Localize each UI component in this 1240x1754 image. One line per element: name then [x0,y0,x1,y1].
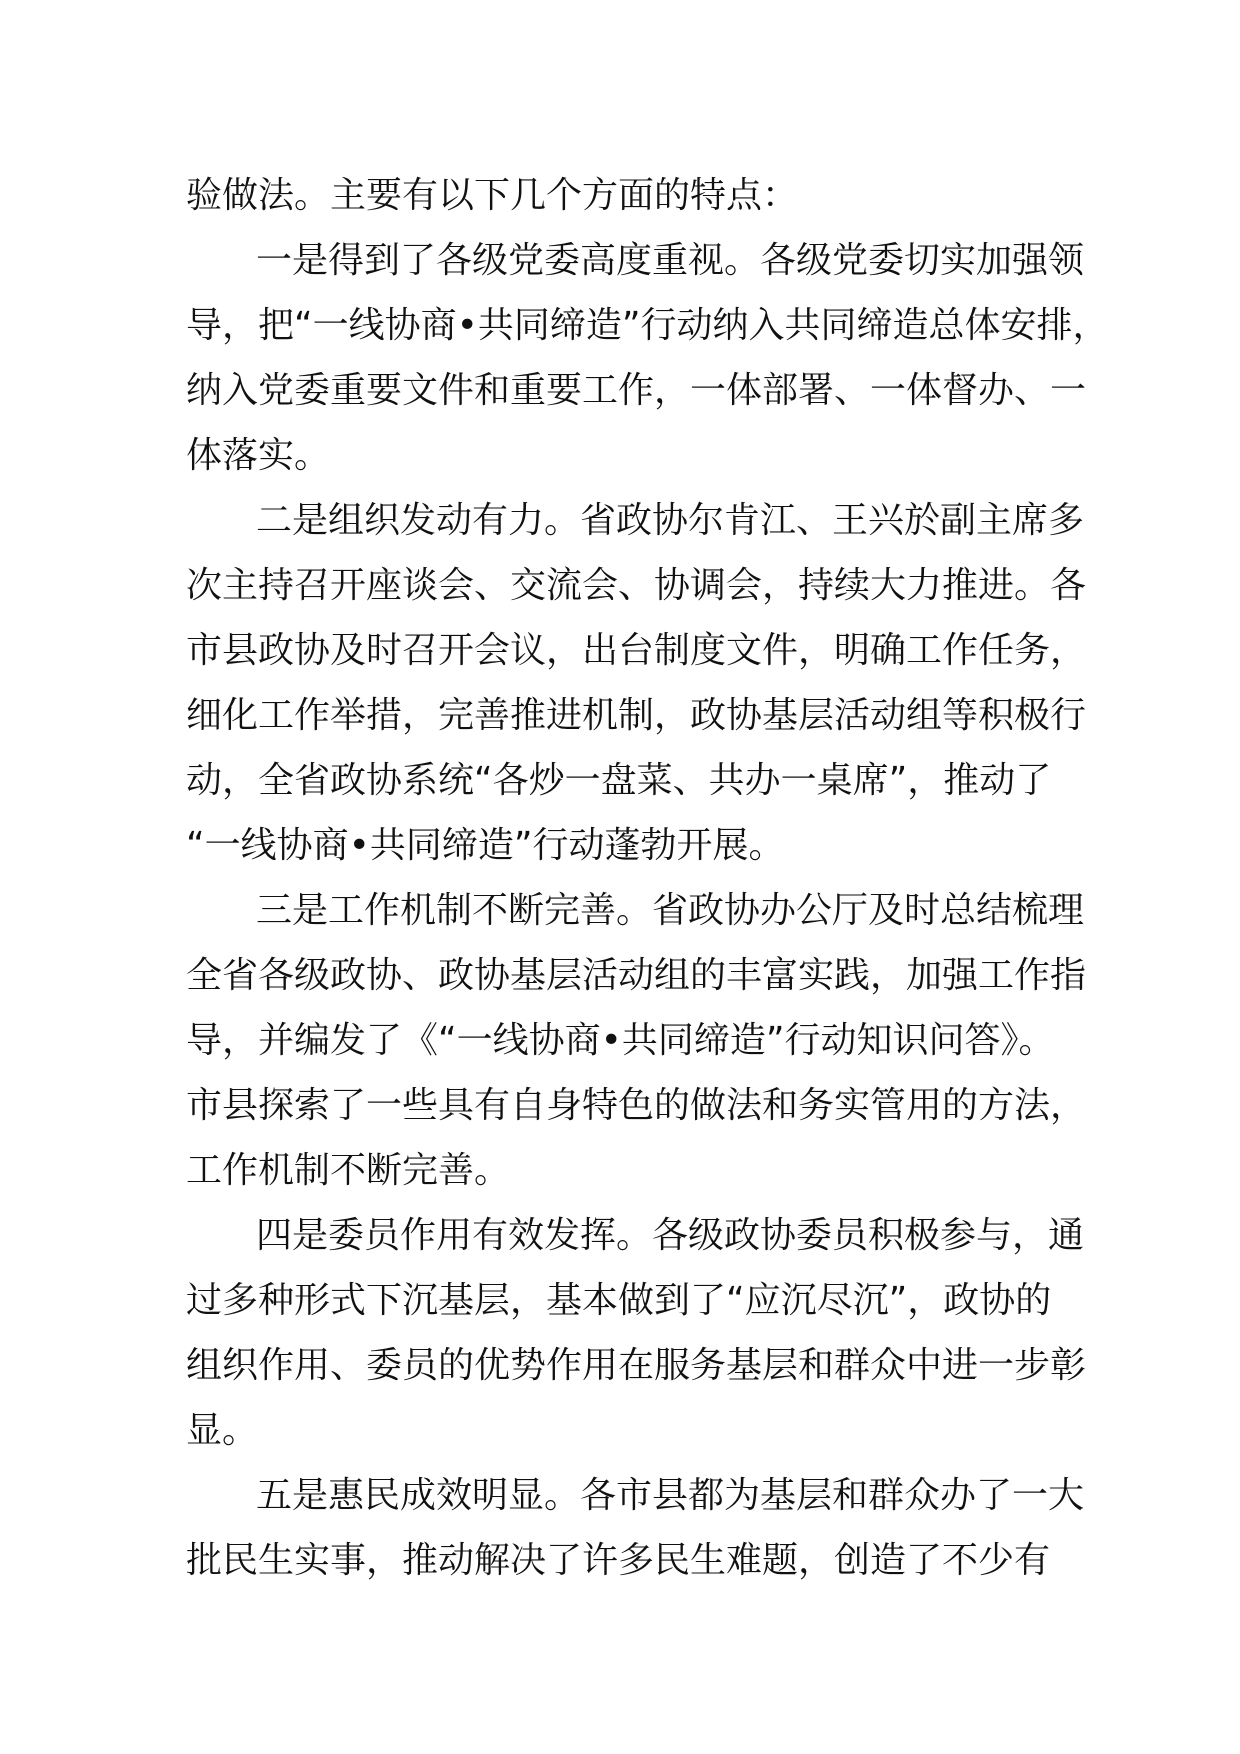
body-text [186,163,1109,1593]
text-line: 工作机制不断完善。 [186,1150,511,1191]
text-line: “一线协商•共同缔造”行动蓬勃开展。 [186,825,785,866]
paragraph-start-line: 五是惠民成效明显。各市县都为基层和群众办了一大 [256,1475,1085,1516]
paragraph-start-line: 三是工作机制不断完善。省政协办公厅及时总结梳理 [256,890,1085,931]
paragraph-start-line: 四是委员作用有效发挥。各级政协委员积极参与，通 [256,1215,1085,1256]
text-line: 导，把“一线协商•共同缔造”行动纳入共同缔造总体安排， [186,305,1109,346]
text-line: 体落实。 [186,435,331,476]
text-line: 纳入党委重要文件和重要工作，一体部署、一体督办、一 [186,370,1087,411]
text-line: 显。 [186,1410,259,1451]
text-line: 动，全省政协系统“各炒一盘菜、共办一桌席”，推动了 [186,760,1052,801]
text-line: 组织作用、委员的优势作用在服务基层和群众中进一步彰 [186,1345,1087,1386]
text-line: 全省各级政协、政协基层活动组的丰富实践，加强工作指 [186,955,1087,996]
text-line: 次主持召开座谈会、交流会、协调会，持续大力推进。各 [186,565,1087,606]
paragraph-start-line: 一是得到了各级党委高度重视。各级党委切实加强领 [256,240,1085,281]
text-line: 验做法。主要有以下几个方面的特点： [186,175,799,216]
text-line: 过多种形式下沉基层，基本做到了“应沉尽沉”，政协的 [186,1280,1052,1321]
text-line: 导，并编发了《“一线协商•共同缔造”行动知识问答》。 [186,1020,1055,1061]
text-line: 市县探索了一些具有自身特色的做法和务实管用的方法， [186,1085,1087,1126]
text-line: 市县政协及时召开会议，出台制度文件，明确工作任务， [186,630,1087,671]
text-line: 批民生实事，推动解决了许多民生难题，创造了不少有 [186,1540,1051,1581]
paragraph-start-line: 二是组织发动有力。省政协尔肯江、王兴於副主席多 [256,500,1085,541]
text-line: 细化工作举措，完善推进机制，政协基层活动组等积极行 [186,695,1087,736]
